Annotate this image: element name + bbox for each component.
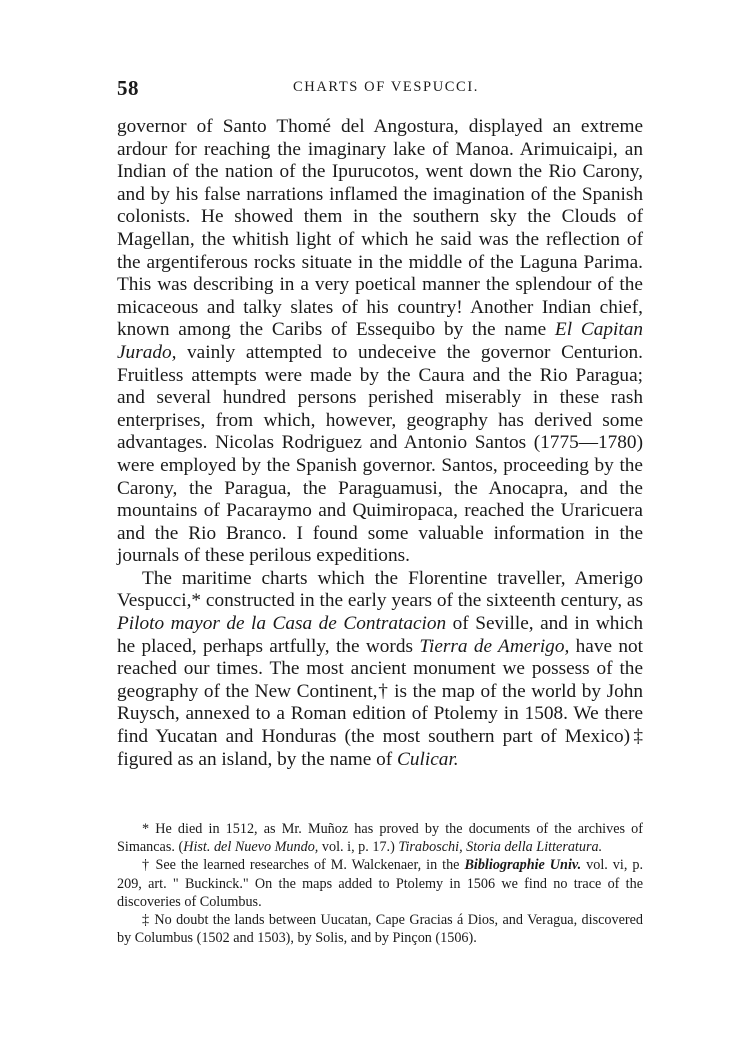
running-title: CHARTS OF VESPUCCI. xyxy=(293,79,479,95)
italic-text: Hist. del Nuevo Mundo, xyxy=(183,839,319,856)
paragraph xyxy=(117,116,643,568)
body-text xyxy=(117,116,643,771)
footnotes xyxy=(117,820,643,947)
page-number: 58 xyxy=(117,76,139,100)
text-run: vainly attempted to undeceive the governor Centurion. Fruitless attempts were made by the Caura and the Rio Paragua; and several hundred persons perished miserably in these rash enterprises, from which, however, geography has derived some advantages. Nicolas Rodriguez and Antonio Santos (1775—1780) were employed by the Spanish governor. Santos, proceeding by the Carony, the Paragua, the Paraguamusi, the Anocapra, and the mountains of Pacaraymo and Quimiropaca, reached the Uraricuera and the Rio Branco. I found some valuable information in the journals of these perilous expeditions. xyxy=(117,341,643,567)
italic-text: Piloto mayor de la Casa de Contratacion xyxy=(117,613,447,635)
text-run: † See the learned researches of M. Walckenaer, in the xyxy=(142,857,465,874)
italic-text: Bibliographie Univ. xyxy=(464,857,582,874)
footnote xyxy=(117,911,643,947)
text-run: vol. i, p. 17.) xyxy=(318,839,399,856)
footnote xyxy=(117,820,643,856)
footnote xyxy=(117,856,643,911)
text-run: have not reached our times. The most ancient monument we possess of the geography of the New Continent,† is the map of the world by John Ruysch, annexed to a Roman edition of Ptolemy in 1508. We there find Yucatan and Honduras (the most southern part of Mexico)‡ figured as an island, by the name of xyxy=(117,635,643,770)
paragraph xyxy=(117,568,643,771)
italic-text: Culicar. xyxy=(397,748,459,770)
italic-text: Tiraboschi, Storia della Litteratura. xyxy=(398,839,603,856)
text-run: governor of Santo Thomé del Angostura, displayed an extreme ardour for reaching the imaginary lake of Manoa. Arimuicaipi, an Indian of the nation of the Ipurucotos, went down the Rio Carony, and by his false narrations inflamed the imagination of the Spanish colonists. He showed them in the southern sky the Clouds of Magellan, the whitish light of which he said was the reflection of the argentiferous rocks situate in the middle of the Laguna Parima. This was describing in a very poetical manner the splendour of the micaceous and talky slates of his country! Another Indian chief, known among the Caribs of Essequibo by the name xyxy=(117,116,643,341)
running-head xyxy=(117,76,637,100)
text-run: vol. vi, p. 209, art. " Buckinck." On the maps added to Ptolemy in 1506 we find no trace of the discoveries of Columbus. xyxy=(117,857,643,910)
text-run: of Seville, and in which he placed, perhaps artfully, the words xyxy=(117,613,643,657)
italic-text: Tierra de Amerigo, xyxy=(419,635,570,657)
text-run: * He died in 1512, as Mr. Muñoz has proved by the documents of the archives of Simancas. ( xyxy=(117,821,643,856)
italic-text: El Capitan Jurado, xyxy=(117,319,643,363)
text-run: ‡ No doubt the lands between Uucatan, Cape Gracias á Dios, and Veragua, discovered by Columbus (1502 and 1503), by Solis, and by Pinçon (1506). xyxy=(117,912,643,947)
text-run: The maritime charts which the Florentine traveller, Amerigo Vespucci,* constructed in the early years of the sixteenth century, as xyxy=(117,567,643,612)
